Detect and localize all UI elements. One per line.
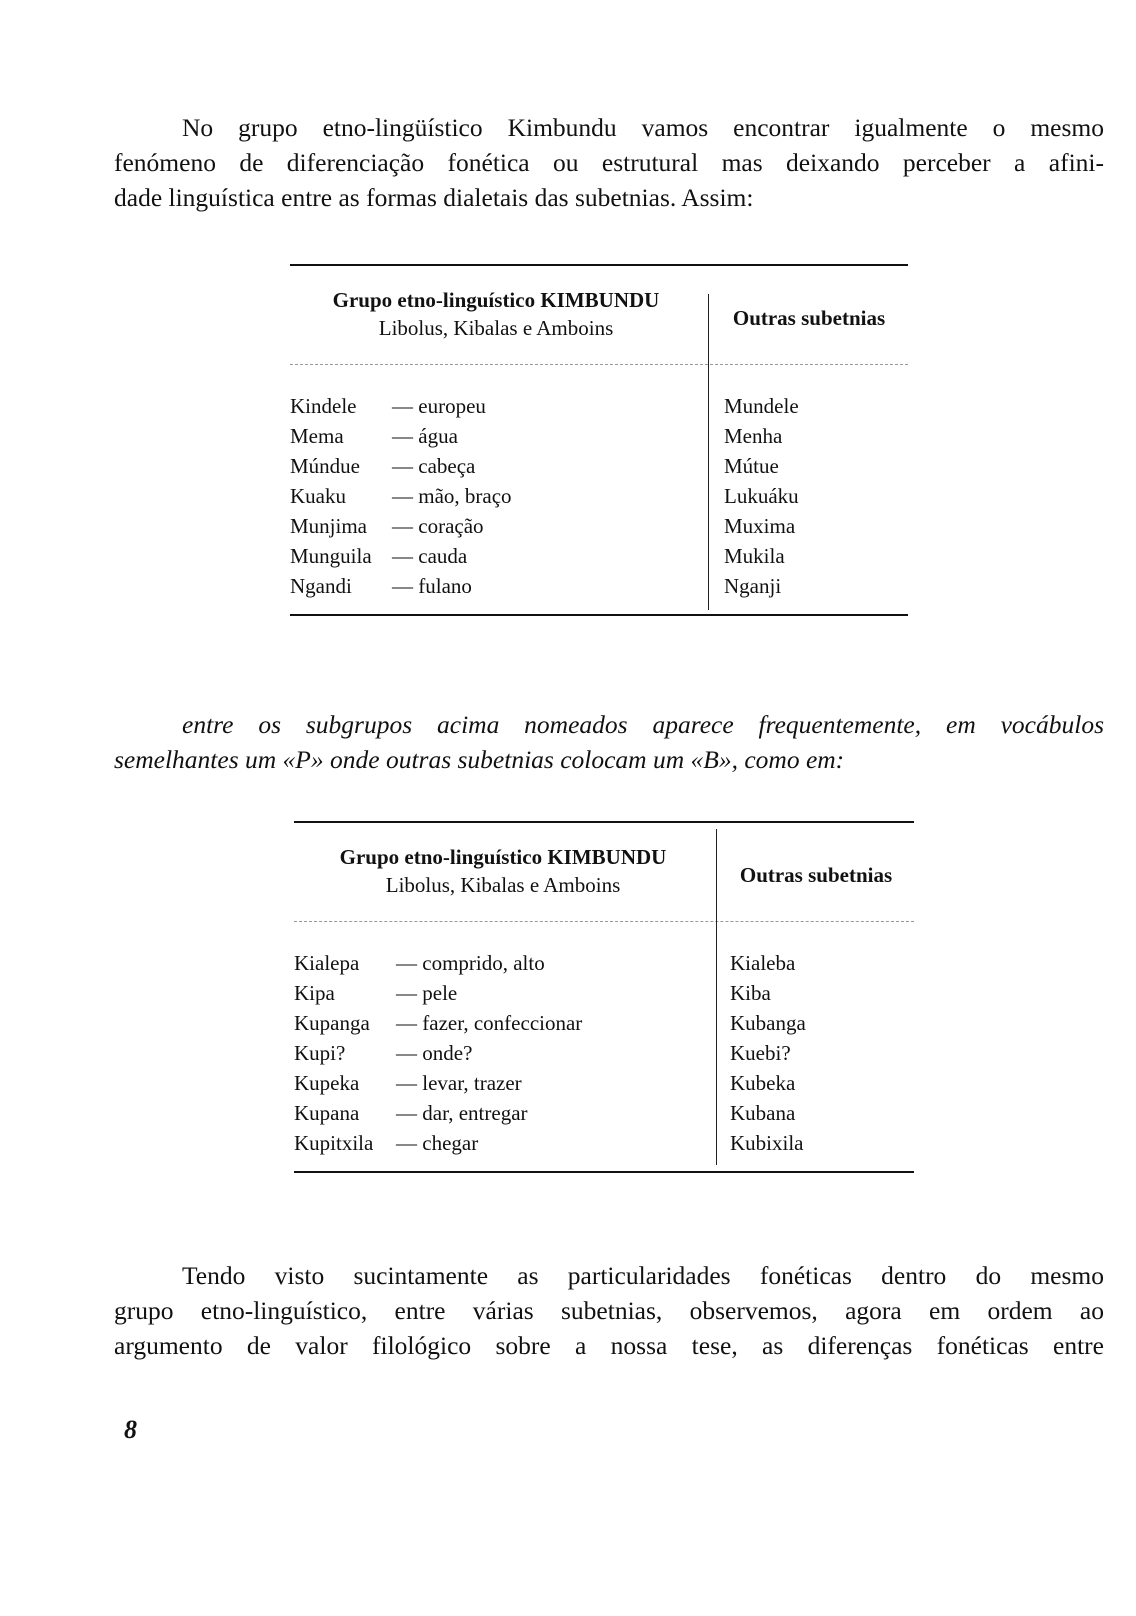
word-cell: Kipa [294, 981, 335, 1005]
table-header-left [294, 843, 712, 899]
meaning-cell: — água [392, 424, 458, 448]
other-cell: Mundele [724, 394, 799, 418]
paragraph-intro [114, 110, 1104, 215]
table-header-subtitle: Libolus, Kibalas e Amboins [385, 873, 621, 897]
other-cell: Lukuáku [724, 484, 799, 508]
paragraph-line: semelhantes um «P» onde outras subetnias colocam um «B», como em: [114, 745, 845, 774]
word-cell: Kupanga [294, 1011, 370, 1035]
table-header-right: Outras subetnias [732, 306, 886, 330]
table-row [290, 481, 908, 511]
word-cell: Kindele [290, 394, 357, 418]
meaning-cell: — cabeça [392, 454, 476, 478]
word-cell: Munguila [290, 544, 372, 568]
paragraph-line: grupo etno-linguístico, entre várias subetnias, observemos, agora em ordem ao [114, 1296, 1104, 1325]
paragraph-line: entre os subgrupos acima nomeados aparece frequentemente, em vocábulos [182, 710, 1104, 739]
word-cell: Kupitxila [294, 1131, 374, 1155]
table-row [294, 948, 914, 978]
table-header-subtitle: Libolus, Kibalas e Amboins [378, 316, 614, 340]
word-table-1 [290, 264, 908, 616]
table-top-rule [290, 264, 908, 266]
meaning-cell: — comprido, alto [396, 951, 545, 975]
table-row [290, 571, 908, 601]
paragraph-middle [114, 707, 1104, 777]
table-row [290, 451, 908, 481]
table-row [294, 1008, 914, 1038]
meaning-cell: — cauda [392, 544, 468, 568]
word-cell: Ngandi [290, 574, 352, 598]
other-cell: Kuebi? [730, 1041, 791, 1065]
word-cell: Kupi? [294, 1041, 346, 1065]
word-cell: Kupana [294, 1101, 360, 1125]
other-cell: Kubana [730, 1101, 796, 1125]
table-row [294, 1128, 914, 1158]
table-top-rule [294, 821, 914, 823]
other-cell: Kubixila [730, 1131, 804, 1155]
other-cell: Kubanga [730, 1011, 806, 1035]
word-cell: Múndue [290, 454, 360, 478]
table-rows [294, 948, 914, 1158]
table-header-divider [294, 921, 914, 922]
table-row [294, 1038, 914, 1068]
table-row [290, 391, 908, 421]
table-header-title: Grupo etno-linguístico KIMBUNDU [332, 288, 660, 312]
other-cell: Mútue [724, 454, 779, 478]
meaning-cell: — levar, trazer [396, 1071, 522, 1095]
other-cell: Kubeka [730, 1071, 796, 1095]
table-row [290, 541, 908, 571]
table-header-right: Outras subetnias [739, 863, 893, 887]
table-bottom-rule [290, 614, 908, 616]
table-row [294, 1068, 914, 1098]
other-cell: Kialeba [730, 951, 796, 975]
meaning-cell: — mão, braço [392, 484, 512, 508]
table-row [290, 511, 908, 541]
meaning-cell: — pele [396, 981, 458, 1005]
meaning-cell: — chegar [396, 1131, 479, 1155]
table-header-title: Grupo etno-linguístico KIMBUNDU [339, 845, 667, 869]
paragraph-line: argumento de valor filológico sobre a nossa tese, as diferenças fonéticas entre [114, 1331, 1104, 1360]
meaning-cell: — fulano [392, 574, 472, 598]
word-cell: Mema [290, 424, 344, 448]
table-header-left [290, 286, 702, 342]
other-cell: Mukila [724, 544, 785, 568]
meaning-cell: — coração [392, 514, 484, 538]
meaning-cell: — europeu [392, 394, 486, 418]
word-cell: Munjima [290, 514, 367, 538]
paragraph-line: dade linguística entre as formas dialetais das subetnias. Assim: [114, 183, 754, 212]
table-row [294, 1098, 914, 1128]
meaning-cell: — onde? [396, 1041, 473, 1065]
paragraph-closing [114, 1258, 1104, 1363]
paragraph-line: Tendo visto sucintamente as particularidades fonéticas dentro do mesmo [182, 1261, 1104, 1290]
word-cell: Kuaku [290, 484, 346, 508]
other-cell: Nganji [724, 574, 782, 598]
page-number: 8 [124, 1415, 137, 1444]
meaning-cell: — dar, entregar [396, 1101, 528, 1125]
table-rows [290, 391, 908, 601]
table-header-divider [290, 364, 908, 365]
table-row [294, 978, 914, 1008]
word-cell: Kupeka [294, 1071, 360, 1095]
word-table-2 [294, 821, 914, 1173]
paragraph-line: No grupo etno-lingüístico Kimbundu vamos encontrar igualmente o mesmo [182, 113, 1104, 142]
meaning-cell: — fazer, confeccionar [396, 1011, 583, 1035]
table-bottom-rule [294, 1171, 914, 1173]
other-cell: Kiba [730, 981, 771, 1005]
word-cell: Kialepa [294, 951, 360, 975]
paragraph-line: fenómeno de diferenciação fonética ou estrutural mas deixando perceber a afini- [114, 148, 1104, 177]
table-row [290, 421, 908, 451]
other-cell: Muxima [724, 514, 796, 538]
other-cell: Menha [724, 424, 783, 448]
